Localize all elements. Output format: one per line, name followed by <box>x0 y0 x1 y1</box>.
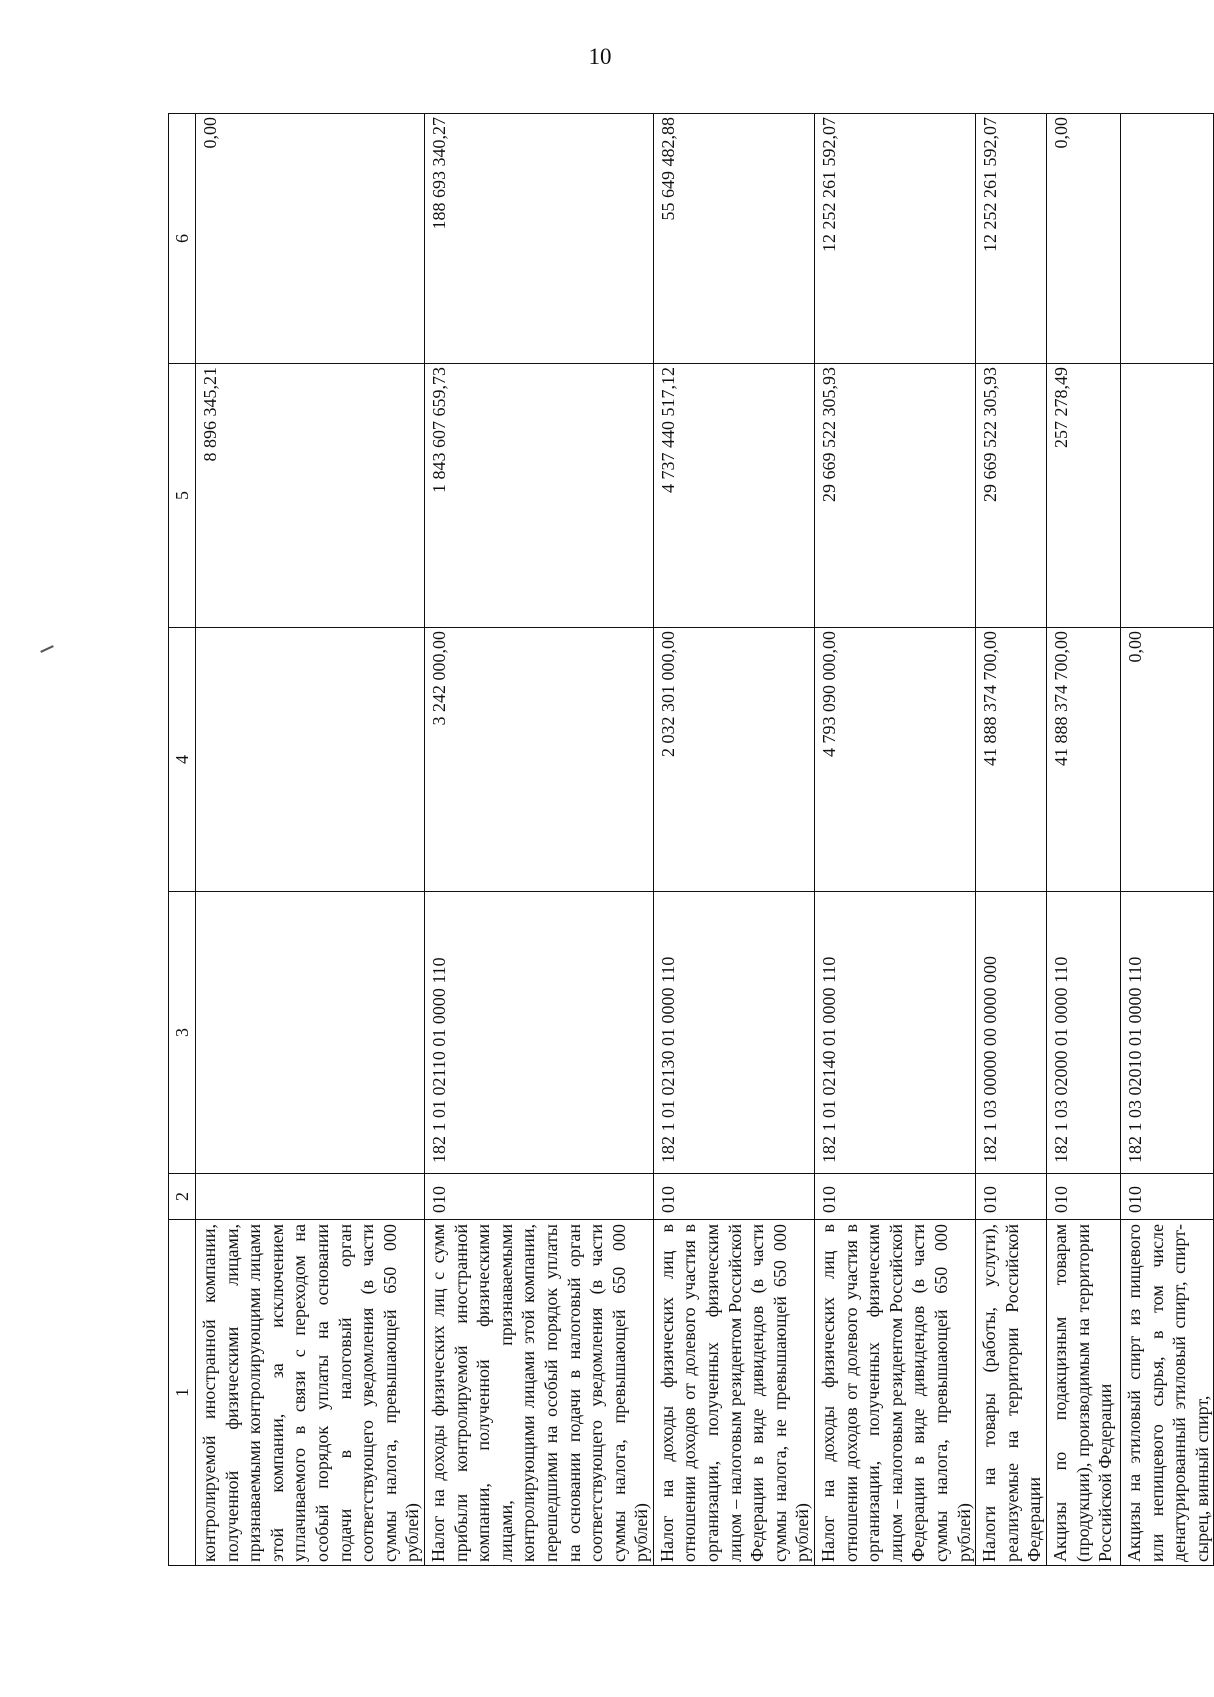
plan-amount: 0,00 <box>1120 628 1213 892</box>
plan-amount: 41 888 374 700,00 <box>1046 628 1120 892</box>
executed-amount: 29 669 522 305,93 <box>976 364 1047 628</box>
table-row <box>196 114 425 1566</box>
row-code <box>196 1174 425 1220</box>
income-name: Налог на доходы физических лиц в отношении доходов от долевого участия в организации, полученных физическим лицом – налоговым резидентом Российской Федерации в виде дивидендов (в части суммы налога, не превышающей 650 000 рублей) <box>653 1220 814 1566</box>
income-name: Налог на доходы физических лиц в отношении доходов от долевого участия в организации, полученных физическим лицом – налоговым резидентом Российской Федерации в виде дивидендов (в части суммы налога, превышающей 650 000 рублей) <box>815 1220 976 1566</box>
income-name: контролируемой иностранной компании, полученной физическими лицами, признаваемыми контролирующими лицами этой компании, за исключением уплачиваемого в связи с переходом на особый порядок уплаты на основании подачи в налоговый орган соответствующего уведомления (в части суммы налога, превышающей 650 000 рублей) <box>196 1220 425 1566</box>
balance-amount: 188 693 340,27 <box>424 114 653 364</box>
kbk-code: 182 1 01 02140 01 0000 110 <box>815 892 976 1174</box>
kbk-code: 182 1 01 02130 01 0000 110 <box>653 892 814 1174</box>
executed-amount <box>1120 364 1213 628</box>
kbk-code <box>196 892 425 1174</box>
income-name: Налог на доходы физических лиц с сумм прибыли контролируемой иностранной компании, полученной физическими лицами, признаваемыми контролирующими лицами этой компании, перешедшими на особый порядок уплаты на основании подачи в налоговый орган соответствующего уведомления (в части суммы налога, превышающей 650 000 рублей) <box>424 1220 653 1566</box>
kbk-code: 182 1 03 00000 00 0000 000 <box>976 892 1047 1174</box>
executed-amount: 257 278,49 <box>1046 364 1120 628</box>
income-name: Акцизы по подакцизным товарам (продукции), производимым на территории Российской Федерации <box>1046 1220 1120 1566</box>
column-header: 2 <box>169 1174 196 1220</box>
kbk-code: 182 1 03 02000 01 0000 110 <box>1046 892 1120 1174</box>
balance-amount <box>1120 114 1213 364</box>
kbk-code: 182 1 03 02010 01 0000 110 <box>1120 892 1213 1174</box>
balance-amount: 55 649 482,88 <box>653 114 814 364</box>
column-header: 6 <box>169 114 196 364</box>
row-code: 010 <box>815 1174 976 1220</box>
row-code: 010 <box>976 1174 1047 1220</box>
stray-pen-mark <box>40 645 54 653</box>
table-row <box>653 114 814 1566</box>
row-code: 010 <box>1120 1174 1213 1220</box>
kbk-code: 182 1 01 02110 01 0000 110 <box>424 892 653 1174</box>
column-header: 1 <box>169 1220 196 1566</box>
executed-amount: 4 737 440 517,12 <box>653 364 814 628</box>
balance-amount: 12 252 261 592,07 <box>976 114 1047 364</box>
income-name: Налоги на товары (работы, услуги), реализуемые на территории Российской Федерации <box>976 1220 1047 1566</box>
executed-amount: 8 896 345,21 <box>196 364 425 628</box>
plan-amount: 3 242 000,00 <box>424 628 653 892</box>
row-code: 010 <box>1046 1174 1120 1220</box>
table-row <box>1046 114 1120 1566</box>
rotated-table-container <box>168 114 1212 1566</box>
plan-amount: 41 888 374 700,00 <box>976 628 1047 892</box>
row-code: 010 <box>653 1174 814 1220</box>
executed-amount: 1 843 607 659,73 <box>424 364 653 628</box>
balance-amount: 12 252 261 592,07 <box>815 114 976 364</box>
table-row <box>976 114 1047 1566</box>
column-header: 5 <box>169 364 196 628</box>
column-header: 3 <box>169 892 196 1174</box>
balance-amount: 0,00 <box>196 114 425 364</box>
page-number: 10 <box>588 44 612 69</box>
row-code: 010 <box>424 1174 653 1220</box>
income-name: Акцизы на этиловый спирт из пищевого или непищевого сырья, в том числе денатурированный этиловый спирт, спирт-сырец, винный спирт, <box>1120 1220 1213 1566</box>
column-number-row <box>169 114 196 1566</box>
table-row <box>815 114 976 1566</box>
executed-amount: 29 669 522 305,93 <box>815 364 976 628</box>
plan-amount: 2 032 301 000,00 <box>653 628 814 892</box>
table-row <box>1120 114 1213 1566</box>
budget-table <box>168 113 1214 1566</box>
balance-amount: 0,00 <box>1046 114 1120 364</box>
plan-amount: 4 793 090 000,00 <box>815 628 976 892</box>
column-header: 4 <box>169 628 196 892</box>
table-row <box>424 114 653 1566</box>
plan-amount <box>196 628 425 892</box>
